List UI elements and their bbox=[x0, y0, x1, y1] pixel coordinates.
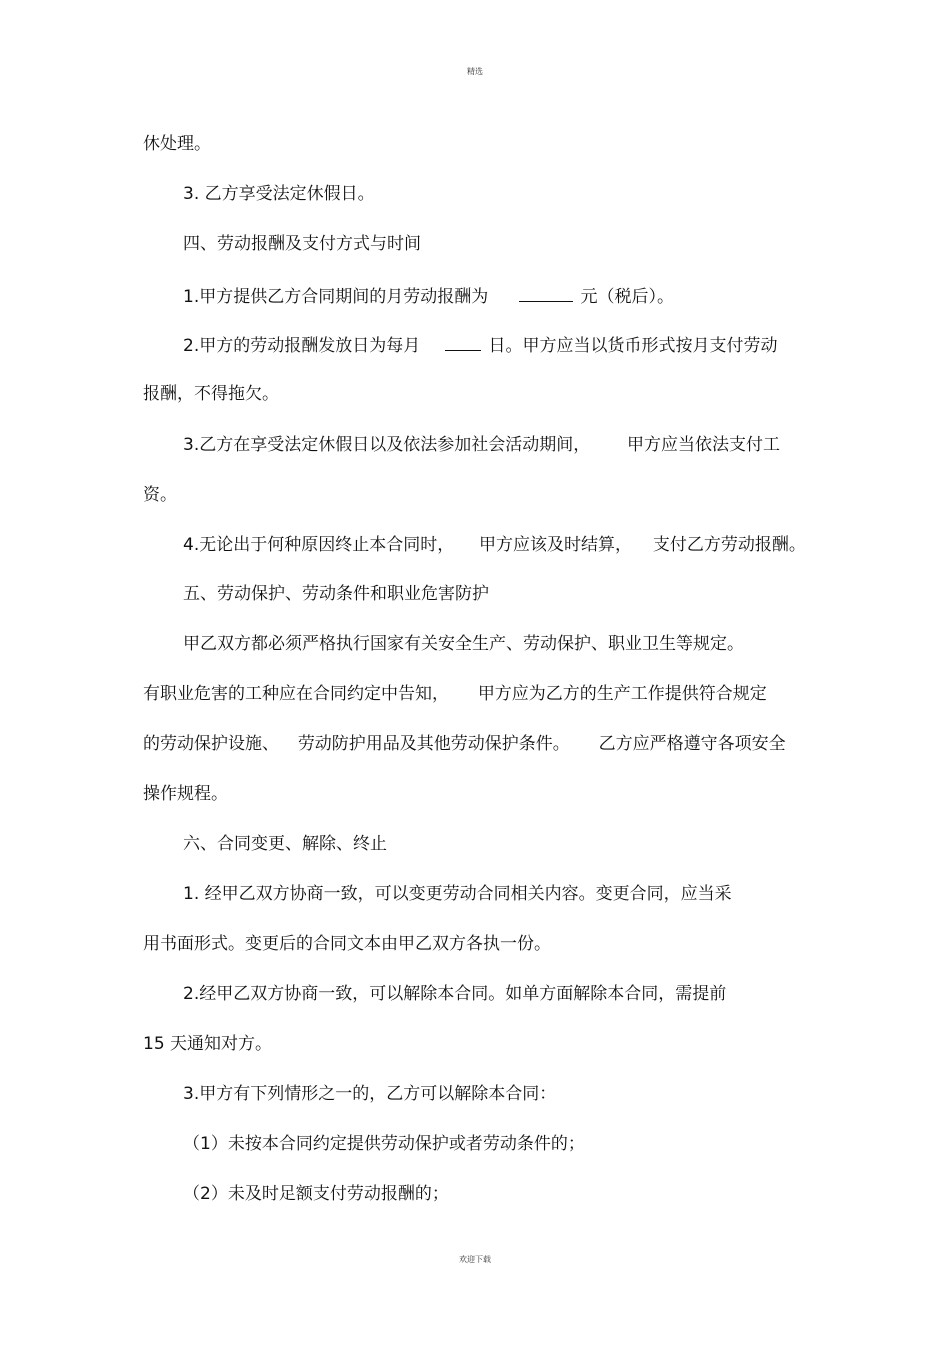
text-segment: 3.甲方有下列情形之一的，乙方可以解除本合同： bbox=[183, 1084, 557, 1104]
text-segment: 用书面形式。变更后的合同文本由甲乙双方各执一份。 bbox=[143, 934, 551, 954]
text-segment: 甲方应为乙方的生产工作提供符合规定 bbox=[477, 684, 767, 704]
text-segment: 资。 bbox=[143, 485, 177, 505]
paragraph-line bbox=[183, 633, 744, 655]
paragraph-line bbox=[183, 534, 806, 556]
page-header: 精选 bbox=[467, 67, 483, 76]
text-segment: 乙方应严格遵守各项安全 bbox=[598, 734, 786, 754]
text-segment: 操作规程。 bbox=[143, 784, 228, 804]
text-segment: 2.甲方的劳动报酬发放日为每月 bbox=[183, 336, 421, 356]
text-segment: 六、合同变更、解除、终止 bbox=[183, 834, 387, 854]
text-segment: 支付乙方劳动报酬。 bbox=[652, 535, 806, 555]
text-segment: 1.甲方提供乙方合同期间的月劳动报酬为 bbox=[183, 287, 489, 307]
list-item bbox=[183, 1133, 585, 1155]
text-segment: 15 天通知对方。 bbox=[143, 1034, 273, 1054]
text-segment: 3.乙方在享受法定休假日以及依法参加社会活动期间， bbox=[183, 435, 591, 455]
paragraph-line bbox=[143, 933, 551, 955]
text-segment: 1. 经甲乙双方协商一致，可以变更劳动合同相关内容。变更合同，应当采 bbox=[183, 884, 732, 904]
paragraph-line bbox=[183, 284, 674, 308]
text-segment: （1）未按本合同约定提供劳动保护或者劳动条件的； bbox=[183, 1134, 585, 1154]
paragraph-line bbox=[183, 883, 732, 905]
paragraph-line bbox=[143, 133, 211, 155]
paragraph-line bbox=[143, 733, 786, 755]
section-heading bbox=[183, 833, 387, 855]
paragraph-line bbox=[183, 1083, 556, 1105]
text-segment: 2.经甲乙双方协商一致，可以解除本合同。如单方面解除本合同，需提前 bbox=[183, 984, 727, 1004]
payday-blank bbox=[445, 333, 481, 351]
paragraph-line bbox=[183, 183, 375, 205]
text-segment: 四、劳动报酬及支付方式与时间 bbox=[183, 234, 421, 254]
text-segment: 甲方应该及时结算， bbox=[479, 535, 633, 555]
paragraph-line bbox=[183, 983, 726, 1005]
section-heading bbox=[183, 233, 421, 255]
page-footer: 欢迎下载 bbox=[459, 1255, 491, 1264]
paragraph-line bbox=[143, 383, 279, 405]
text-segment: 的劳动保护设施、 bbox=[143, 734, 279, 754]
text-segment: 元（税后）。 bbox=[580, 287, 674, 307]
paragraph-line bbox=[143, 683, 767, 705]
text-segment: 五、劳动保护、劳动条件和职业危害防护 bbox=[183, 584, 489, 604]
text-segment: 甲方应当依法支付工 bbox=[627, 435, 781, 455]
text-segment: 报酬，不得拖欠。 bbox=[143, 384, 279, 404]
text-segment: 有职业危害的工种应在合同约定中告知， bbox=[143, 684, 449, 704]
list-item bbox=[183, 1183, 449, 1205]
paragraph-line bbox=[143, 484, 177, 506]
text-segment: 日。甲方应当以货币形式按月支付劳动 bbox=[488, 336, 778, 356]
paragraph-line bbox=[143, 783, 228, 805]
salary-blank bbox=[519, 284, 573, 302]
text-segment: 4.无论出于何种原因终止本合同时， bbox=[183, 535, 455, 555]
text-segment: 3. 乙方享受法定休假日。 bbox=[183, 184, 375, 204]
text-segment: 劳动防护用品及其他劳动保护条件。 bbox=[297, 734, 570, 754]
paragraph-line bbox=[143, 1033, 272, 1055]
paragraph-line bbox=[183, 434, 780, 456]
text-segment: （2）未及时足额支付劳动报酬的； bbox=[183, 1184, 449, 1204]
text-segment: 休处理。 bbox=[143, 134, 211, 154]
paragraph-line bbox=[183, 333, 777, 357]
section-heading bbox=[183, 583, 489, 605]
text-segment: 甲乙双方都必须严格执行国家有关安全生产、劳动保护、职业卫生等规定。 bbox=[183, 634, 744, 654]
